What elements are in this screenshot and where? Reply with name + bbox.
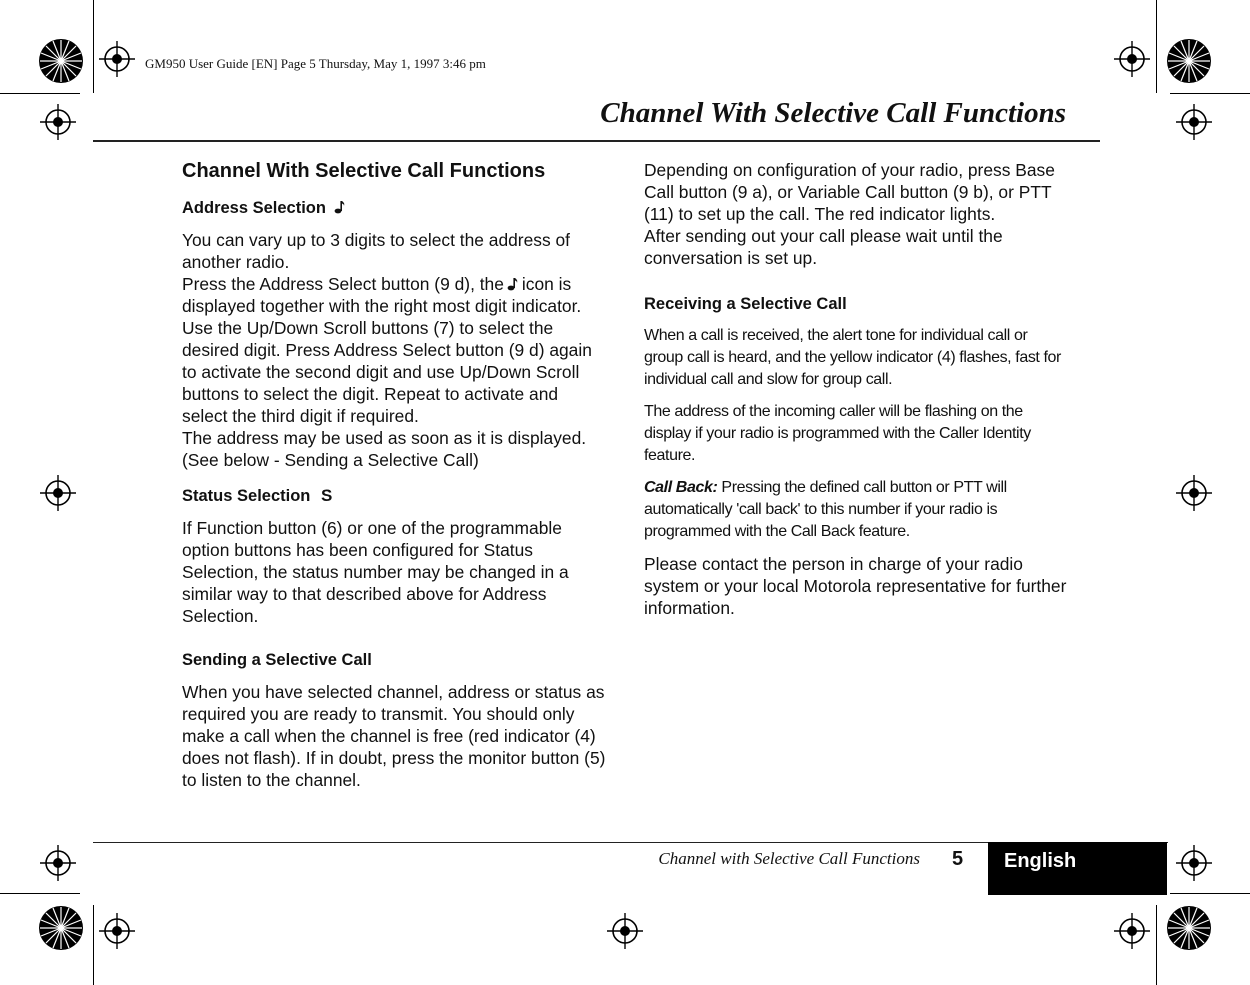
sending-para-1: When you have selected channel, address or status as required you are ready to transmit. You should only make a call when the channel is free (red indicator (4) does not flash). If in doubt, press the monitor button (5) to listen to the channel. bbox=[182, 682, 606, 790]
crop-mark bbox=[1156, 905, 1157, 985]
right-column bbox=[644, 159, 1069, 629]
contact-para: Please contact the person in charge of your radio system or your local Motorola representative for further information. bbox=[644, 554, 1067, 618]
receiving-para-1: When a call is received, the alert tone for individual call or group call is heard, and the yellow indicator (4) flashes, fast for individual call and slow for group call. bbox=[644, 327, 1061, 388]
star-target-icon bbox=[1166, 38, 1212, 84]
registration-target-icon bbox=[1114, 41, 1150, 77]
registration-target-icon bbox=[99, 41, 135, 77]
registration-target-icon bbox=[99, 913, 135, 949]
registration-target-icon bbox=[40, 475, 76, 511]
star-target-icon bbox=[1166, 905, 1212, 951]
registration-target-icon bbox=[1176, 104, 1212, 140]
registration-target-icon bbox=[1176, 845, 1212, 881]
receiving-para-2: The address of the incoming caller will be flashing on the display if your radio is programmed with the Caller Identity feature. bbox=[644, 403, 1031, 464]
registration-target-icon bbox=[1114, 913, 1150, 949]
wait-para: After sending out your call please wait until the conversation is set up. bbox=[644, 226, 1003, 268]
language-tab-label: English bbox=[1004, 850, 1077, 872]
status-selection-heading: Status Selection S bbox=[182, 486, 333, 505]
footer-section-title: Channel with Selective Call Functions bbox=[658, 849, 920, 868]
address-para-2: Press the Address Select button (9 d), the icon is displayed together with the right most digit indicator. bbox=[182, 274, 582, 316]
crop-mark bbox=[93, 905, 94, 985]
section-heading: Channel With Selective Call Functions bbox=[182, 160, 546, 182]
status-icon: S bbox=[320, 486, 333, 505]
print-metadata: GM950 User Guide [EN] Page 5 Thursday, May 1, 1997 3:46 pm bbox=[145, 56, 486, 71]
crop-mark bbox=[1170, 93, 1250, 94]
page-header-title: Channel With Selective Call Functions bbox=[600, 97, 1066, 129]
receiving-call-heading: Receiving a Selective Call bbox=[644, 295, 847, 313]
star-target-icon bbox=[38, 905, 84, 951]
status-para-1: If Function button (6) or one of the programmable option buttons has been configured for Status Selection, the status number may be changed in a similar way to that described above for Address Selection. bbox=[182, 518, 569, 626]
header-rule bbox=[93, 140, 1100, 142]
address-para-3: Use the Up/Down Scroll buttons (7) to select the desired digit. Press Address Select button (9 d) again to activate the second digit and use Up/Down Scroll buttons to select the digit. Repeat to activate and select the third digit if required. bbox=[182, 318, 592, 426]
registration-target-icon bbox=[40, 845, 76, 881]
crop-mark bbox=[1170, 893, 1250, 894]
address-para-1: You can vary up to 3 digits to select the address of another radio. bbox=[182, 230, 570, 272]
left-column bbox=[182, 159, 607, 801]
callback-label: Call Back: bbox=[644, 479, 718, 496]
registration-target-icon bbox=[607, 913, 643, 949]
crop-mark bbox=[1156, 0, 1157, 93]
page-number: 5 bbox=[952, 848, 964, 870]
crop-mark bbox=[0, 93, 80, 94]
config-para: Depending on configuration of your radio, press Base Call button (9 a), or Variable Call button (9 b), or PTT (11) to set up the call. The red indicator lights. bbox=[644, 160, 1055, 224]
crop-mark bbox=[0, 893, 80, 894]
language-tab bbox=[988, 842, 1167, 895]
note-icon bbox=[507, 277, 519, 291]
registration-target-icon bbox=[1176, 475, 1212, 511]
star-target-icon bbox=[38, 38, 84, 84]
note-icon bbox=[334, 200, 346, 214]
crop-mark bbox=[93, 0, 94, 93]
address-selection-heading: Address Selection bbox=[182, 197, 607, 219]
callback-para: Call Back: Pressing the defined call button or PTT will automatically 'call back' to this number if your radio is programmed with the Call Back feature. bbox=[644, 479, 1007, 540]
sending-call-heading: Sending a Selective Call bbox=[182, 651, 372, 669]
registration-target-icon bbox=[40, 104, 76, 140]
address-para-4: The address may be used as soon as it is displayed. (See below - Sending a Selective Call) bbox=[182, 428, 587, 470]
